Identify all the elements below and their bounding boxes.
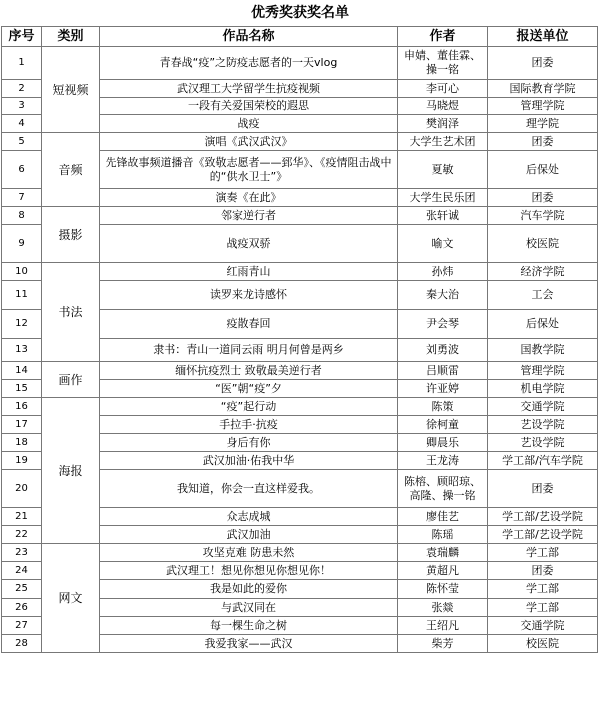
author-name: 廖佳艺	[398, 508, 488, 526]
work-title: 我是如此的爱你	[100, 580, 398, 599]
work-title: 红雨青山	[100, 263, 398, 281]
submitting-unit: 交通学院	[488, 617, 598, 635]
category-cell: 音频	[42, 133, 100, 207]
row-number: 26	[2, 599, 42, 617]
submitting-unit: 校医院	[488, 225, 598, 263]
author-name: 大学生民乐团	[398, 189, 488, 207]
work-title: 每一棵生命之树	[100, 617, 398, 635]
submitting-unit: 后保处	[488, 310, 598, 339]
row-number: 9	[2, 225, 42, 263]
submitting-unit: 管理学院	[488, 362, 598, 380]
author-name: 孙炜	[398, 263, 488, 281]
row-number: 1	[2, 47, 42, 80]
table-row	[2, 207, 598, 225]
table-row	[2, 362, 598, 380]
work-title: 一段有关爱国荣校的遐思	[100, 98, 398, 115]
author-name: 秦大治	[398, 281, 488, 310]
work-title: “疫”起行动	[100, 398, 398, 416]
row-number: 27	[2, 617, 42, 635]
category-cell: 海报	[42, 398, 100, 544]
work-title: 读罗来龙诗感怀	[100, 281, 398, 310]
author-name: 吕顺雷	[398, 362, 488, 380]
table-row	[2, 133, 598, 151]
author-name: 徐柯童	[398, 416, 488, 434]
work-title: 战疫	[100, 115, 398, 133]
row-number: 13	[2, 339, 42, 362]
submitting-unit: 经济学院	[488, 263, 598, 281]
category-cell: 画作	[42, 362, 100, 398]
author-name: 许亚婷	[398, 380, 488, 398]
work-title: 与武汉同在	[100, 599, 398, 617]
document-title: 优秀奖获奖名单	[251, 5, 349, 21]
submitting-unit: 学工部/艺设学院	[488, 508, 598, 526]
row-number: 25	[2, 580, 42, 599]
row-number: 12	[2, 310, 42, 339]
author-name: 张轩诚	[398, 207, 488, 225]
header-work: 作品名称	[100, 27, 398, 47]
row-number: 4	[2, 115, 42, 133]
author-name: 喻文	[398, 225, 488, 263]
row-number: 24	[2, 562, 42, 580]
row-number: 23	[2, 544, 42, 562]
header-unit: 报送单位	[488, 27, 598, 47]
submitting-unit: 工会	[488, 281, 598, 310]
author-name: 黄超凡	[398, 562, 488, 580]
author-name: 柴芳	[398, 635, 488, 653]
submitting-unit: 校医院	[488, 635, 598, 653]
row-number: 22	[2, 526, 42, 544]
submitting-unit: 艺设学院	[488, 416, 598, 434]
author-name: 张燚	[398, 599, 488, 617]
work-title: 演唱《武汉武汉》	[100, 133, 398, 151]
row-number: 17	[2, 416, 42, 434]
work-title: “医”朝“疫”夕	[100, 380, 398, 398]
category-cell: 短视频	[42, 47, 100, 133]
author-name: 申婧、董佳霖、操一铭	[398, 47, 488, 80]
author-name: 陈策	[398, 398, 488, 416]
row-number: 8	[2, 207, 42, 225]
submitting-unit: 学工部/汽车学院	[488, 452, 598, 470]
row-number: 14	[2, 362, 42, 380]
submitting-unit: 交通学院	[488, 398, 598, 416]
table-row	[2, 544, 598, 562]
row-number: 6	[2, 151, 42, 189]
submitting-unit: 团委	[488, 562, 598, 580]
author-name: 樊润泽	[398, 115, 488, 133]
submitting-unit: 学工部	[488, 580, 598, 599]
row-number: 28	[2, 635, 42, 653]
category-cell: 摄影	[42, 207, 100, 263]
submitting-unit: 国教学院	[488, 339, 598, 362]
header-row	[2, 27, 598, 47]
header-author: 作者	[398, 27, 488, 47]
work-title: 手拉手·抗疫	[100, 416, 398, 434]
author-name: 李可心	[398, 80, 488, 98]
author-name: 卿晨乐	[398, 434, 488, 452]
author-name: 陈瑶	[398, 526, 488, 544]
work-title: 战疫双骄	[100, 225, 398, 263]
work-title: 众志成城	[100, 508, 398, 526]
header-category: 类别	[42, 27, 100, 47]
submitting-unit: 学工部	[488, 599, 598, 617]
author-name: 陈榕、顾昭琼、高隆、操一铭	[398, 470, 488, 508]
row-number: 19	[2, 452, 42, 470]
work-title: 青春战“疫”之防疫志愿者的一天vlog	[100, 47, 398, 80]
work-title: 先锋故事频道播音《致敬志愿者——郅华》、《疫情阻击战中的“供水卫士”》	[100, 151, 398, 189]
submitting-unit: 学工部	[488, 544, 598, 562]
author-name: 刘勇波	[398, 339, 488, 362]
submitting-unit: 艺设学院	[488, 434, 598, 452]
author-name: 马晓煜	[398, 98, 488, 115]
work-title: 身后有你	[100, 434, 398, 452]
submitting-unit: 管理学院	[488, 98, 598, 115]
work-title: 缅怀抗疫烈士 致敬最美逆行者	[100, 362, 398, 380]
work-title: 我爱我家——武汉	[100, 635, 398, 653]
row-number: 2	[2, 80, 42, 98]
author-name: 袁瑞麟	[398, 544, 488, 562]
author-name: 王绍凡	[398, 617, 488, 635]
author-name: 大学生艺术团	[398, 133, 488, 151]
author-name: 王龙涛	[398, 452, 488, 470]
submitting-unit: 团委	[488, 47, 598, 80]
submitting-unit: 后保处	[488, 151, 598, 189]
category-cell: 书法	[42, 263, 100, 362]
submitting-unit: 理学院	[488, 115, 598, 133]
author-name: 陈怀莹	[398, 580, 488, 599]
work-title: 我知道，你会一直这样爱我。	[100, 470, 398, 508]
submitting-unit: 机电学院	[488, 380, 598, 398]
submitting-unit: 团委	[488, 133, 598, 151]
row-number: 21	[2, 508, 42, 526]
row-number: 16	[2, 398, 42, 416]
submitting-unit: 团委	[488, 470, 598, 508]
category-cell: 网文	[42, 544, 100, 653]
row-number: 18	[2, 434, 42, 452]
work-title: 武汉加油·佑我中华	[100, 452, 398, 470]
header-no: 序号	[2, 27, 42, 47]
table-row	[2, 263, 598, 281]
work-title: 邻家逆行者	[100, 207, 398, 225]
submitting-unit: 学工部/艺设学院	[488, 526, 598, 544]
row-number: 10	[2, 263, 42, 281]
table-row	[2, 398, 598, 416]
author-name: 夏敏	[398, 151, 488, 189]
award-table	[1, 26, 598, 653]
table-row	[2, 47, 598, 80]
row-number: 20	[2, 470, 42, 508]
author-name: 尹会琴	[398, 310, 488, 339]
row-number: 3	[2, 98, 42, 115]
submitting-unit: 国际教育学院	[488, 80, 598, 98]
work-title: 疫散春回	[100, 310, 398, 339]
row-number: 11	[2, 281, 42, 310]
row-number: 15	[2, 380, 42, 398]
work-title: 武汉理工大学留学生抗疫视频	[100, 80, 398, 98]
work-title: 攻坚克难 防患未然	[100, 544, 398, 562]
work-title: 武汉理工！想见你想见你想见你！	[100, 562, 398, 580]
work-title: 隶书：青山一道同云雨 明月何曾是两乡	[100, 339, 398, 362]
submitting-unit: 汽车学院	[488, 207, 598, 225]
row-number: 7	[2, 189, 42, 207]
work-title: 武汉加油	[100, 526, 398, 544]
row-number: 5	[2, 133, 42, 151]
work-title: 演奏《在此》	[100, 189, 398, 207]
submitting-unit: 团委	[488, 189, 598, 207]
